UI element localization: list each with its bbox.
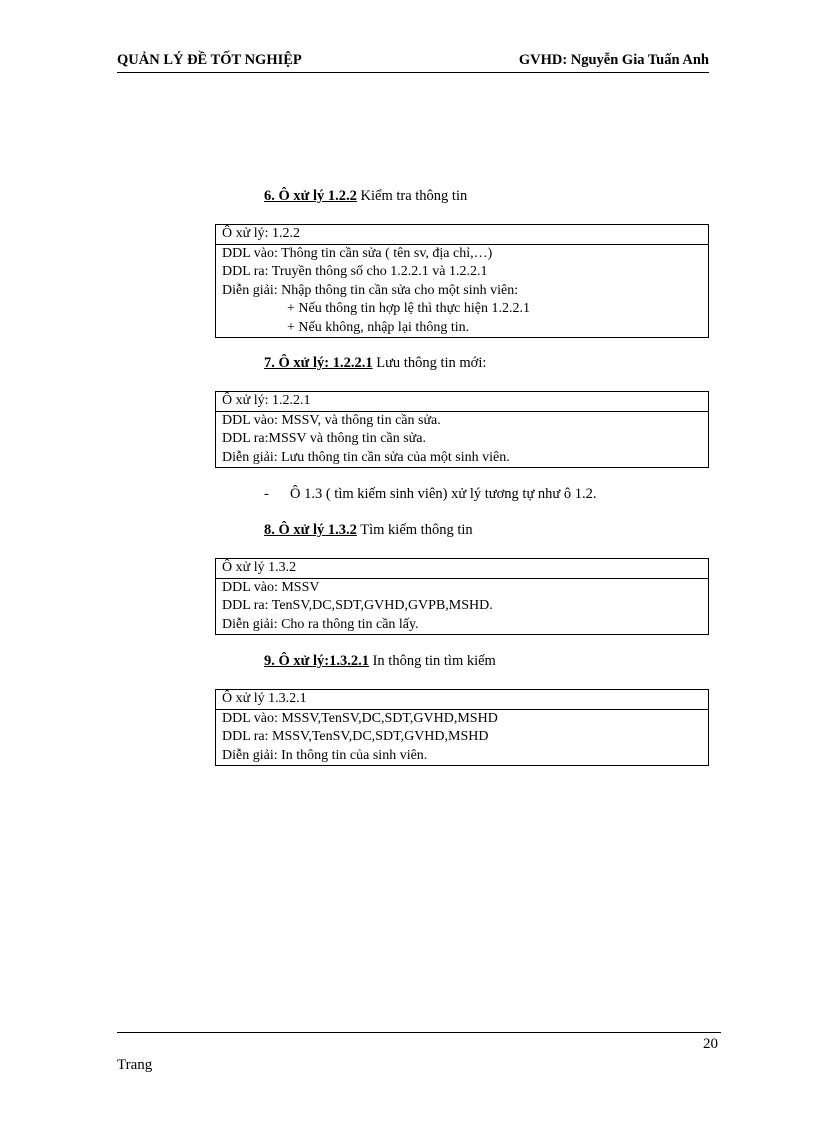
section-8-head: Ô xử lý 1.3.2 <box>216 559 709 579</box>
section-7-number: 7. Ô xử lý: 1.2.2.1 <box>264 355 373 371</box>
section-7-line: DDL ra:MSSV và thông tin cần sửa. <box>222 431 426 446</box>
section-9-line: DDL ra: MSSV,TenSV,DC,SDT,GVHD,MSHD <box>222 729 489 744</box>
section-7-head: Ô xử lý: 1.2.2.1 <box>216 392 709 412</box>
section-9-table <box>215 689 709 766</box>
section-8-line: DDL ra: TenSV,DC,SDT,GVHD,GVPB,MSHD. <box>222 598 493 613</box>
section-9-title <box>264 653 496 670</box>
section-8-text: Tìm kiếm thông tin <box>356 522 473 538</box>
section-7-line: DDL vào: MSSV, và thông tin cần sửa. <box>222 412 441 428</box>
section-9-line: Diễn giải: In thông tin của sinh viên. <box>222 747 428 763</box>
section-6-title <box>264 188 467 205</box>
section-9-head: Ô xử lý 1.3.2.1 <box>216 690 709 710</box>
section-7-title <box>264 355 486 372</box>
section-7-body <box>216 411 709 468</box>
section-9-number: 9. Ô xử lý:1.3.2.1 <box>264 653 369 669</box>
section-6-table <box>215 224 709 338</box>
section-8-title <box>264 522 473 539</box>
section-7-line: Diễn giải: Lưu thông tin cần sửa của một sinh viên. <box>222 449 510 465</box>
section-6-head: Ô xử lý: 1.2.2 <box>216 225 709 245</box>
section-7-table <box>215 391 709 468</box>
section-8-line: Diễn giải: Cho ra thông tin cần lấy. <box>222 616 419 632</box>
section-8-table <box>215 558 709 635</box>
section-6-line: + Nếu không, nhập lại thông tin. <box>287 319 470 335</box>
header-instructor: GVHD: Nguyễn Gia Tuấn Anh <box>518 52 709 68</box>
section-6-number: 6. Ô xử lý 1.2.2 <box>264 188 357 204</box>
note-bullet <box>264 486 597 503</box>
section-8-line: DDL vào: MSSV <box>222 579 320 595</box>
footer-divider <box>117 1032 721 1033</box>
bullet-text: Ô 1.3 ( tìm kiếm sinh viên) xử lý tương tự như ô 1.2. <box>290 486 597 502</box>
section-9-body <box>216 709 709 766</box>
header-title: QUẢN LÝ ĐỀ TỐT NGHIỆP <box>117 52 302 68</box>
footer-label: Trang <box>117 1057 153 1073</box>
section-6-line: Diễn giải: Nhập thông tin cần sửa cho một sinh viên: <box>222 282 519 298</box>
section-9-line: DDL vào: MSSV,TenSV,DC,SDT,GVHD,MSHD <box>222 710 498 726</box>
page-header <box>117 52 709 73</box>
page-number: 20 <box>703 1036 718 1052</box>
section-9-text: In thông tin tìm kiếm <box>368 653 496 669</box>
section-6-body <box>216 244 709 338</box>
section-7-text: Lưu thông tin mới: <box>372 355 487 371</box>
section-6-line: + Nếu thông tin hợp lệ thì thực hiện 1.2.2.1 <box>287 301 530 316</box>
bullet-dash: - <box>264 486 269 502</box>
section-8-body <box>216 578 709 635</box>
section-8-number: 8. Ô xử lý 1.3.2 <box>264 522 357 538</box>
section-6-text: Kiểm tra thông tin <box>356 188 468 204</box>
section-6-line: DDL ra: Truyền thông số cho 1.2.2.1 và 1.2.2.1 <box>222 264 488 279</box>
section-6-line: DDL vào: Thông tin cần sửa ( tên sv, địa chỉ,…) <box>222 245 493 261</box>
